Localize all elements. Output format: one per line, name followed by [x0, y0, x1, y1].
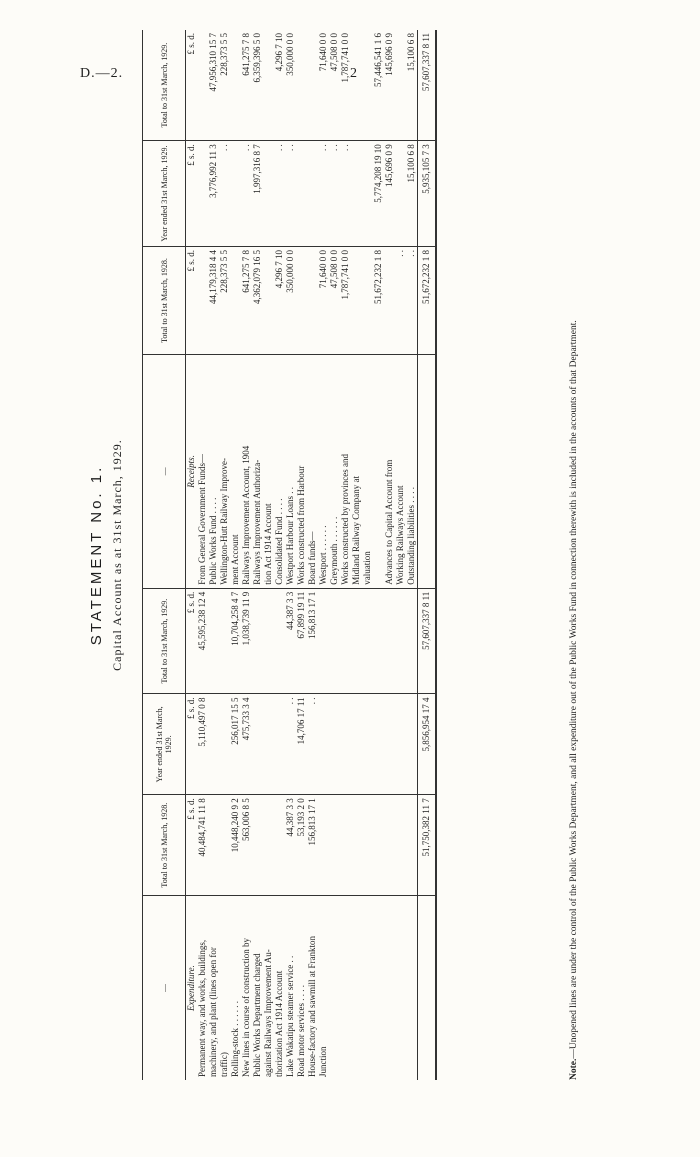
value-cell: . .: [274, 144, 284, 151]
receipts-line: [373, 358, 384, 585]
receipts-line: Works constructed from Harbour: [296, 465, 306, 585]
receipts-line: Westport Harbour Loans . .: [285, 486, 295, 585]
value-cell: 45,595,238 12 4: [197, 591, 207, 651]
value-cell: [362, 144, 373, 243]
value-cell: 6,359,396 5 0: [252, 33, 262, 83]
receipts-line: Consolidated Fund . . . .: [274, 498, 284, 585]
value-cell: 44,387 3 3: [285, 591, 295, 630]
value-cell: [219, 592, 230, 691]
value-cell: [318, 592, 329, 691]
value-cell: 4,296 7 10: [274, 33, 284, 72]
value-cell: [230, 33, 241, 137]
exp-total-1928-values: [197, 798, 329, 892]
receipts-line: Railways Improvement Authoriza-: [252, 459, 262, 585]
expenditure-line: thorization Act 1914 Account: [274, 970, 284, 1077]
value-cell: . .: [285, 144, 295, 151]
value-cell: [263, 798, 274, 892]
receipts-line: tion Act 1914 Account: [263, 503, 273, 585]
value-cell: . .: [395, 249, 405, 257]
lsd-label: £ s. d.: [186, 697, 196, 719]
value-cell: [351, 144, 362, 243]
value-cell: . .: [307, 697, 317, 705]
col-header-exp-year-1929: Year ended 31st March, 1929.: [143, 694, 186, 795]
lsd-label: £ s. d.: [186, 249, 196, 272]
value-cell: 44,179,318 4 4: [208, 249, 218, 304]
exp-total-1929-values: [197, 592, 329, 691]
value-cell: . .: [241, 144, 251, 151]
value-cell: 350,000 0 0: [285, 249, 295, 293]
header-row: [143, 30, 186, 1080]
value-cell: 51,672,232 1 8: [373, 249, 383, 304]
rec-total-1928-values: [197, 250, 417, 351]
receipts-line: Midland Railway Company at: [351, 475, 361, 585]
lsd-label: £ s. d.: [186, 33, 196, 55]
col-header-rec-total-1928: Total to 31st March, 1928.: [143, 246, 186, 354]
rec-grand-total-1928: 51,672,232 1 8: [418, 246, 437, 354]
value-cell: . .: [329, 144, 339, 151]
expenditure-heading: Expenditure.: [186, 965, 196, 1011]
value-cell: 256,017 15 5: [230, 697, 240, 745]
value-cell: . .: [285, 697, 295, 705]
expenditure-line: against Railways Improvement Au-: [263, 949, 273, 1077]
value-cell: 67,899 19 11: [296, 591, 306, 639]
value-cell: [274, 697, 285, 791]
value-cell: 156,813 17 1: [307, 798, 317, 846]
value-cell: . .: [318, 144, 328, 151]
value-cell: [230, 250, 241, 351]
value-cell: 1,997,316 8 7: [252, 144, 262, 194]
footnote-label: Note.: [569, 1058, 579, 1080]
value-cell: [219, 697, 230, 791]
value-cell: [362, 250, 373, 351]
rec-year-1929-values: [197, 144, 417, 243]
value-cell: 228,373 5 5: [219, 33, 229, 76]
value-cell: 145,696 0 9: [384, 33, 394, 76]
value-cell: 15,100 6 8: [406, 33, 416, 72]
col-header-rec-total-1929: Total to 31st March, 1929.: [143, 30, 186, 141]
value-cell: 47,508 0 0: [329, 33, 339, 72]
value-cell: 563,006 8 5: [241, 798, 251, 842]
expenditure-line: machinery, and plant (lines open for: [208, 947, 218, 1077]
value-cell: 145,696 0 9: [384, 144, 394, 187]
value-cell: [274, 798, 285, 892]
value-cell: [197, 250, 208, 351]
value-cell: 4,362,079 16 5: [252, 249, 262, 304]
value-cell: [395, 144, 406, 243]
rec-grand-total-1929: 57,607,337 8 11: [418, 30, 437, 141]
rec-total-label-cell: [418, 355, 437, 589]
value-cell: [252, 592, 263, 691]
value-cell: [208, 798, 219, 892]
value-cell: [296, 250, 307, 351]
page-header-left: D.—2.: [80, 66, 124, 81]
value-cell: 71,640 0 0: [318, 33, 328, 72]
value-cell: 53,193 2 0: [296, 798, 306, 837]
value-cell: [296, 33, 307, 137]
value-cell: [274, 592, 285, 691]
receipts-line: Board funds—: [307, 531, 317, 585]
value-cell: 641,275 7 8: [241, 33, 251, 76]
expenditure-line: Public Works Department charged: [252, 953, 262, 1077]
expenditure-line: Lake Wakatipu steamer service . .: [285, 955, 295, 1077]
value-cell: [230, 144, 241, 243]
exp-grand-total-1928: 51,750,382 11 7: [418, 795, 437, 896]
statement-subtitle: Capital Account as at 31st March, 1929.: [110, 439, 124, 671]
value-cell: 4,296 7 10: [274, 249, 284, 289]
receipts-line: Wellington-Hutt Railway Improve-: [219, 457, 229, 585]
value-cell: [208, 592, 219, 691]
value-cell: 10,704,258 4 7: [230, 591, 240, 646]
col-header-rec-label: —: [143, 355, 186, 589]
col-header-exp-total-1928: Total to 31st March, 1928.: [143, 795, 186, 896]
value-cell: [263, 697, 274, 791]
lsd-label: £ s. d.: [186, 591, 196, 614]
receipts-line: Greymouth . . . . . .: [329, 516, 339, 585]
expenditure-line: Rolling-stock . . . . . .: [230, 1001, 240, 1077]
receipts-line: Westport . . . . . .: [318, 525, 328, 585]
exp-year-1929-cell: [186, 694, 418, 795]
value-cell: [252, 697, 263, 791]
lsd-label: £ s. d.: [186, 144, 196, 166]
value-cell: [296, 144, 307, 243]
rec-total-1928-cell: [186, 246, 418, 354]
receipts-line: Advances to Capital Account from: [384, 459, 394, 585]
value-cell: [307, 250, 318, 351]
value-cell: 3,776,992 11 3: [208, 144, 218, 198]
value-cell: 641,275 7 8: [241, 249, 251, 293]
expenditure-line: Junction: [318, 1046, 328, 1077]
body-row: [186, 30, 418, 1080]
value-cell: [351, 250, 362, 351]
footnote: [568, 40, 580, 1080]
value-cell: [395, 33, 406, 137]
value-cell: [318, 697, 329, 791]
capital-account-table: [142, 30, 437, 1080]
rec-year-1929-cell: [186, 141, 418, 247]
lsd-label: £ s. d.: [186, 798, 196, 820]
col-header-exp-label: —: [143, 896, 186, 1080]
value-cell: 47,956,310 15 7: [208, 33, 218, 92]
expenditure-line: Road motor services . . . .: [296, 985, 306, 1077]
totals-row: [418, 30, 437, 1080]
expenditure-line: traffic): [219, 1052, 229, 1077]
receipts-line: From General Government Funds—: [197, 453, 207, 585]
value-cell: [208, 697, 219, 791]
expenditure-lines: [197, 899, 329, 1077]
receipts-line: Working Railways Account: [395, 485, 405, 585]
exp-total-1929-cell: [186, 588, 418, 694]
value-cell: [263, 592, 274, 691]
col-header-exp-total-1929: Total to 31st March, 1929.: [143, 588, 186, 694]
value-cell: [252, 798, 263, 892]
value-cell: [351, 33, 362, 137]
exp-total-label-cell: [418, 896, 437, 1080]
receipts-line: ment Account: [230, 534, 240, 585]
value-cell: [263, 144, 274, 243]
value-cell: 228,373 5 5: [219, 249, 229, 293]
value-cell: [263, 250, 274, 351]
value-cell: 71,640 0 0: [318, 249, 328, 289]
exp-grand-total-1929: 57,607,337 8 11: [418, 588, 437, 694]
value-cell: [318, 798, 329, 892]
footnote-text: —Unopened lines are under the control of the Public Works Department, and all expenditure out of the Public Works Fund in connection therewith is included in the accounts of that Department.: [569, 320, 579, 1059]
value-cell: 40,484,741 11 8: [197, 798, 207, 857]
value-cell: . .: [406, 249, 416, 257]
page-number: 2: [350, 66, 358, 81]
expenditure-cell: [186, 896, 418, 1080]
value-cell: 156,813 17 1: [307, 591, 317, 639]
value-cell: [263, 33, 274, 137]
value-cell: 47,508 0 0: [329, 249, 339, 289]
value-cell: . .: [340, 144, 350, 151]
value-cell: 475,733 3 4: [241, 697, 251, 741]
value-cell: 14,706 17 11: [296, 697, 306, 745]
value-cell: 1,038,739 11 9: [241, 591, 251, 646]
receipts-heading: Receipts.: [186, 455, 196, 488]
value-cell: 5,110,497 0 8: [197, 697, 207, 747]
value-cell: 10,448,240 9 2: [230, 798, 240, 853]
value-cell: 1,787,741 0 0: [340, 249, 350, 300]
rec-total-1929-cell: [186, 30, 418, 141]
value-cell: 350,000 0 0: [285, 33, 295, 76]
receipts-lines: [197, 358, 417, 585]
rotated-statement: [80, 10, 600, 1100]
value-cell: 44,387 3 3: [285, 798, 295, 837]
value-cell: . .: [219, 144, 229, 151]
statement-title: STATEMENT No. 1.: [88, 464, 105, 646]
value-cell: 5,774,208 19 10: [373, 144, 383, 203]
value-cell: [219, 798, 230, 892]
value-cell: [384, 250, 395, 351]
receipts-line: valuation: [362, 551, 372, 585]
value-cell: 1,787,741 0 0: [340, 33, 350, 83]
receipts-line: Public Works Fund . . . .: [208, 497, 218, 585]
exp-total-1928-cell: [186, 795, 418, 896]
exp-year-1929-values: [197, 697, 329, 791]
value-cell: 57,446,541 1 6: [373, 33, 383, 87]
value-cell: [307, 33, 318, 137]
expenditure-line: New lines in course of construction by: [241, 938, 251, 1077]
rec-total-1929-values: [197, 33, 417, 137]
receipts-line: Railways Improvement Account, 1904: [241, 445, 251, 585]
value-cell: [197, 33, 208, 137]
expenditure-line: Permanent way, and works, buildings,: [197, 939, 207, 1077]
expenditure-line: House-factory and sawmill at Frankton: [307, 936, 317, 1077]
receipts-cell: [186, 355, 418, 589]
value-cell: [197, 144, 208, 243]
value-cell: [307, 144, 318, 243]
value-cell: 15,100 6 8: [406, 144, 416, 183]
exp-grand-year-1929: 5,856,954 17 4: [418, 694, 437, 795]
receipts-line: Outstanding liabilities . . . .: [406, 486, 416, 585]
rec-grand-year-1929: 5,935,105 7 3: [418, 141, 437, 247]
value-cell: [362, 33, 373, 137]
receipts-line: Works constructed by provinces and: [340, 453, 350, 585]
col-header-rec-year-1929: Year ended 31st March, 1929.: [143, 141, 186, 247]
